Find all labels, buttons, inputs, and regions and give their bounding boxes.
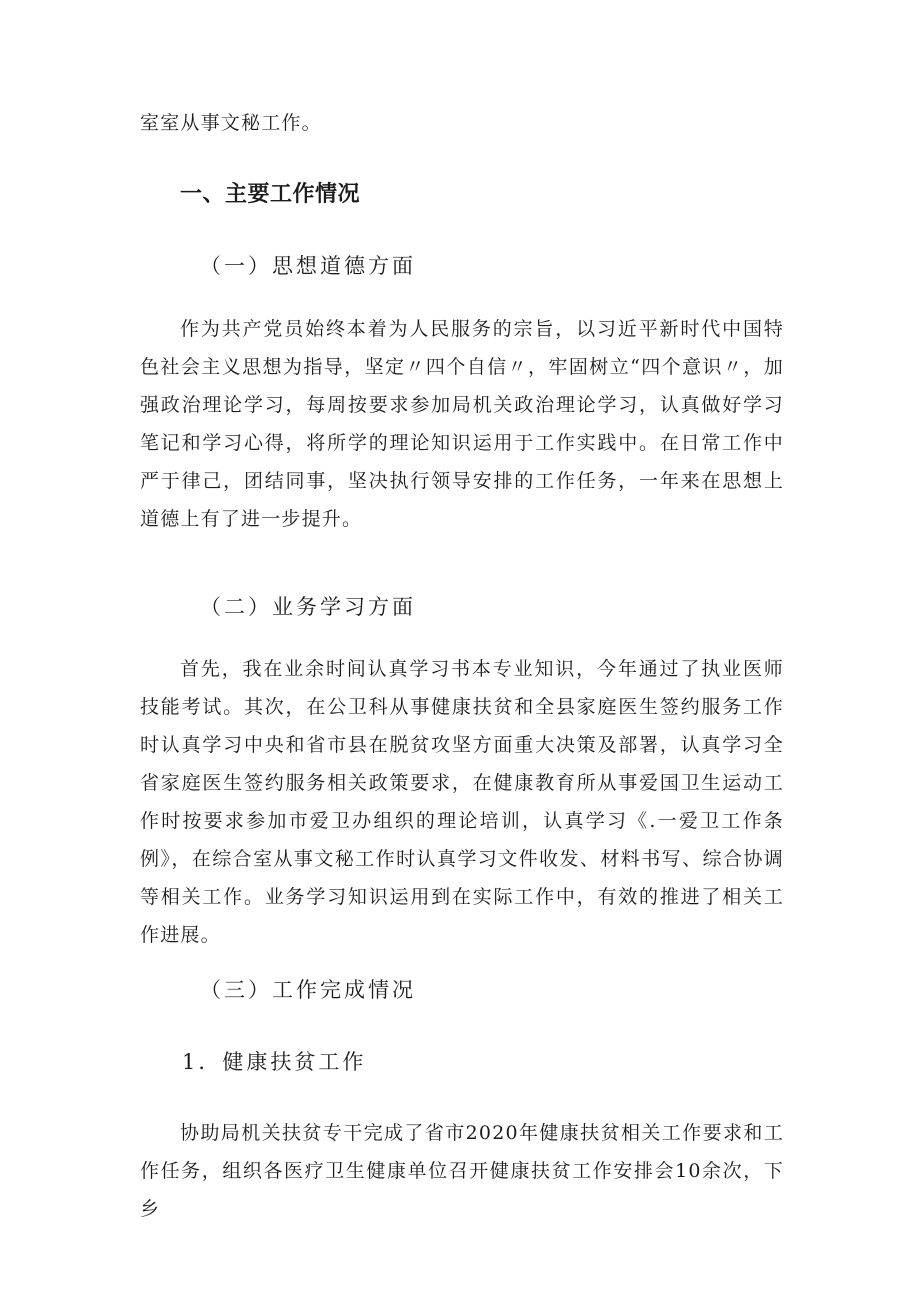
continuation-line: 室室从事文秘工作。 (140, 112, 322, 134)
paragraph-ideology: 作为共产党员始终本着为人民服务的宗旨，以习近平新时代中国特色社会主义思想为指导，坚定〃四个自信〃，牢固树立“四个意识〃，加强政治理论学习，每周按要求参加局机关政治理论学习，认真做好学习笔记和学习心得，将所学的理论知识运用于工作实践中。在日常工作中严于律己，团结同事，坚决执行领导安排的工作任务，一年来在思想上道德上有了进一步提升。 (140, 318, 784, 530)
subsection-heading-business-study: （二）业务学习方面 (200, 595, 416, 619)
section-heading-main-work: 一、主要工作情况 (180, 182, 361, 207)
item-heading-health-poverty: 1．健康扶贫工作 (182, 1050, 367, 1074)
subsection-heading-work-completion: （三）工作完成情况 (200, 978, 416, 1002)
paragraph-business-study: 首先，我在业余时间认真学习书本专业知识，今年通过了执业医师技能考试。其次，在公卫科从事健康扶贫和全县家庭医生签约服务工作时认真学习中央和省市县在脱贫攻坚方面重大决策及部署，认真学习全省家庭医生签约服务相关政策要求，在健康教育所从事爱国卫生运动工作时按要求参加市爱卫办组织的理论培训，认真学习《.一爱卫工作条例》，在综合室从事文秘工作时认真学习文件收发、材料书写、综合协调等相关工作。业务学习知识运用到在实际工作中，有效的推进了相关工作进展。 (140, 658, 784, 946)
subsection-heading-ideology: （一）思想道德方面 (200, 254, 416, 278)
paragraph-health-poverty: 协助局机关扶贫专干完成了省市2020年健康扶贫相关工作要求和工作任务，组织各医疗卫生健康单位召开健康扶贫工作安排会10余次，下乡 (140, 1122, 784, 1220)
